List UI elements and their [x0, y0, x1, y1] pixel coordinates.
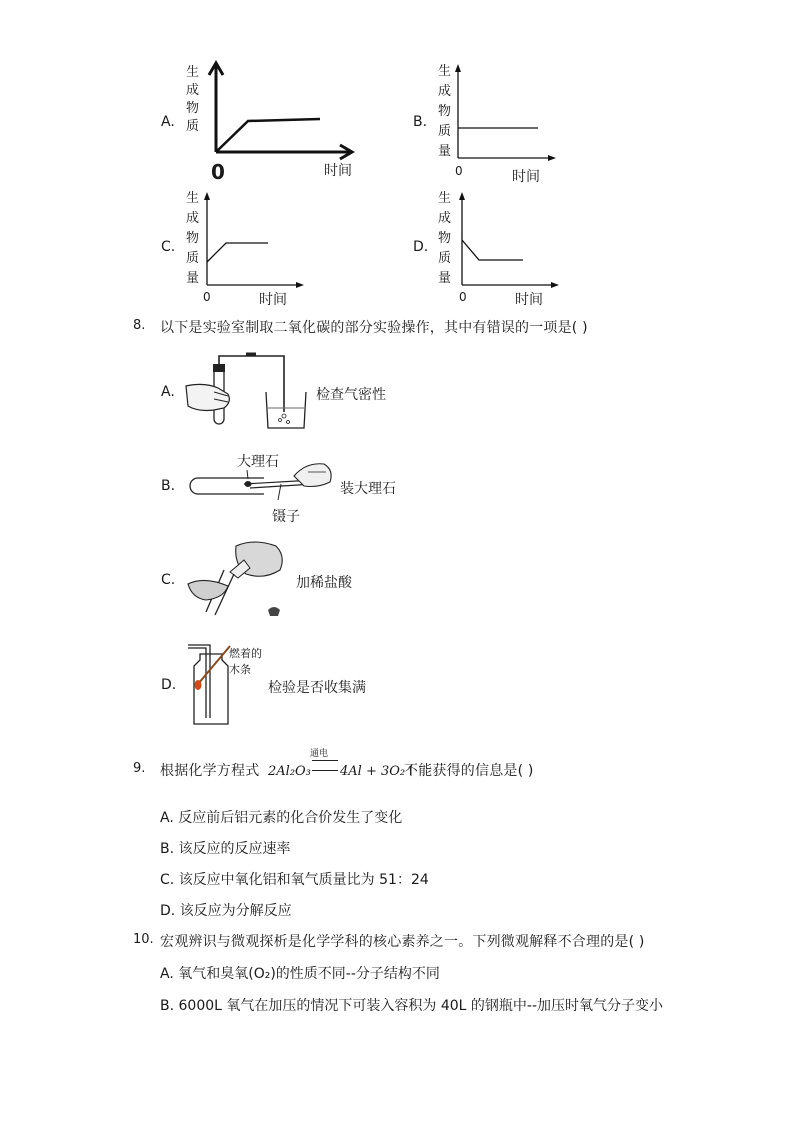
- q9-option-c: [160, 869, 429, 889]
- chart-a-origin: 0: [211, 160, 225, 184]
- ylabel-char: 物: [186, 231, 200, 246]
- option-text: 该反应的反应速率: [178, 841, 291, 857]
- q8-option-b-label-top: 大理石: [237, 454, 279, 470]
- ylabel-char: 质: [438, 251, 452, 266]
- stopper: [213, 364, 225, 372]
- option-text: 该反应为分解反应: [179, 903, 292, 919]
- q8-option-c-figure: [184, 540, 289, 618]
- chart-d-plot: [455, 190, 565, 290]
- q8-option-d-caption: 检验是否收集满: [268, 680, 366, 696]
- q9-equals-bottom: [312, 770, 338, 771]
- q9-text-before: 根据化学方程式: [160, 763, 260, 779]
- chart-b-plot: [452, 62, 562, 166]
- ylabel-char: 生: [438, 191, 452, 206]
- option-text: 6000L 氧气在加压的情况下可装入容积为 40L 的钢瓶中--加压时氧气分子变小: [178, 998, 664, 1014]
- option-letter: B.: [160, 841, 175, 857]
- chart-c-plot: [200, 190, 310, 290]
- q8-option-d-label-top1: 燃着的: [229, 647, 262, 660]
- bubble: [282, 414, 286, 418]
- flame: [195, 680, 202, 690]
- y-arrow: [459, 192, 465, 200]
- y-arrow: [204, 192, 210, 200]
- q8-number: 8.: [133, 318, 146, 333]
- q9-number: 9.: [133, 761, 146, 776]
- hand: [186, 384, 229, 410]
- horizontal-test-tube: [190, 478, 264, 494]
- chart-d-origin: 0: [459, 290, 467, 304]
- ylabel-char: 成: [186, 83, 200, 98]
- ylabel-char: 量: [186, 271, 200, 286]
- x-arrow: [548, 155, 556, 161]
- ylabel-char: 成: [438, 84, 452, 99]
- q10-text: 宏观辨识与微观探析是化学学科的核心素养之一。下列微观解释不合理的是( ): [160, 934, 645, 950]
- chart-d-xlabel: 时间: [515, 292, 543, 308]
- ylabel-char: 生: [438, 64, 452, 79]
- ylabel-char: 生: [186, 65, 200, 80]
- chart-b-xlabel: 时间: [512, 169, 540, 185]
- q9-equals-top: [312, 760, 338, 761]
- data-line: [216, 119, 320, 152]
- chart-d-ylabel: [438, 189, 456, 289]
- option-letter: D.: [160, 903, 176, 919]
- beaker: [266, 392, 306, 428]
- chart-b-letter: B.: [413, 114, 428, 130]
- option-letter: A.: [160, 810, 174, 826]
- q8-option-b-letter: B.: [161, 478, 176, 494]
- ylabel-char: 成: [438, 211, 452, 226]
- q8-option-b-figure: [184, 460, 336, 505]
- chart-a-xlabel: 时间: [324, 163, 352, 179]
- ylabel-char: 质: [186, 119, 200, 134]
- q8-option-a-letter: A.: [161, 384, 175, 400]
- option-letter: A.: [160, 966, 174, 982]
- q9-option-d: [160, 900, 292, 920]
- ylabel-char: 物: [438, 104, 452, 119]
- q8-option-a-caption: 检查气密性: [316, 387, 386, 403]
- q8-option-d-label-top2: 木条: [229, 663, 251, 676]
- q8-option-a-figure: [184, 352, 309, 432]
- q8-option-c-letter: C.: [161, 572, 176, 588]
- chart-a-plot: [200, 55, 360, 165]
- q9-text-after: 不能获得的信息是( ): [404, 763, 534, 779]
- q9-equation-left: 2Al₂O₃: [268, 764, 311, 779]
- q8-option-d-letter: D.: [161, 677, 177, 693]
- option-text: 反应前后铝元素的化合价发生了变化: [178, 810, 403, 826]
- chart-a-letter: A.: [161, 114, 175, 130]
- ylabel-char: 质: [438, 124, 452, 139]
- q8-option-c-caption: 加稀盐酸: [296, 575, 352, 591]
- option-letter: C.: [160, 872, 175, 888]
- hand: [294, 464, 331, 487]
- bottle-stopper: [268, 607, 280, 616]
- option-letter: B.: [160, 998, 175, 1014]
- q9-condition: 通电: [310, 749, 329, 759]
- option-text: 该反应中氧化铝和氧气质量比为 51：24: [178, 872, 429, 888]
- option-text: 氧气和臭氧(O₂)的性质不同--分子结构不同: [178, 966, 440, 982]
- chart-d-letter: D.: [413, 239, 429, 255]
- hand: [188, 580, 228, 600]
- ylabel-char: 成: [186, 211, 200, 226]
- ylabel-char: 物: [438, 231, 452, 246]
- ylabel-char: 质: [186, 251, 200, 266]
- ylabel-char: 量: [438, 271, 452, 286]
- chart-c-origin: 0: [203, 290, 211, 304]
- ylabel-char: 量: [438, 144, 452, 159]
- data-line: [207, 243, 268, 262]
- chart-b-origin: 0: [455, 164, 463, 178]
- q8-text: 以下是实验室制取二氧化碳的部分实验操作，其中有错误的一项是( ): [160, 320, 588, 336]
- q9-option-b: [160, 838, 291, 858]
- q10-number: 10.: [133, 932, 154, 947]
- bubble: [279, 419, 282, 422]
- y-arrow: [455, 64, 461, 72]
- ylabel-char: 生: [186, 191, 200, 206]
- q8-option-b-caption: 装大理石: [340, 481, 396, 497]
- q8-option-b-label-bottom: 镊子: [272, 509, 300, 525]
- data-line: [462, 240, 523, 260]
- q10-option-b: [160, 995, 663, 1015]
- q9-option-a: [160, 807, 402, 827]
- bubble: [287, 421, 290, 424]
- q10-option-a: [160, 963, 440, 983]
- chart-c-letter: C.: [161, 239, 176, 255]
- q9-equation-right: 4Al + 3O₂↑: [340, 764, 417, 779]
- wooden-splint: [198, 646, 230, 684]
- ylabel-char: 物: [186, 101, 200, 116]
- chart-c-xlabel: 时间: [259, 292, 287, 308]
- x-arrow: [296, 282, 304, 288]
- x-arrow: [551, 282, 559, 288]
- q8-option-d-figure: [184, 644, 234, 728]
